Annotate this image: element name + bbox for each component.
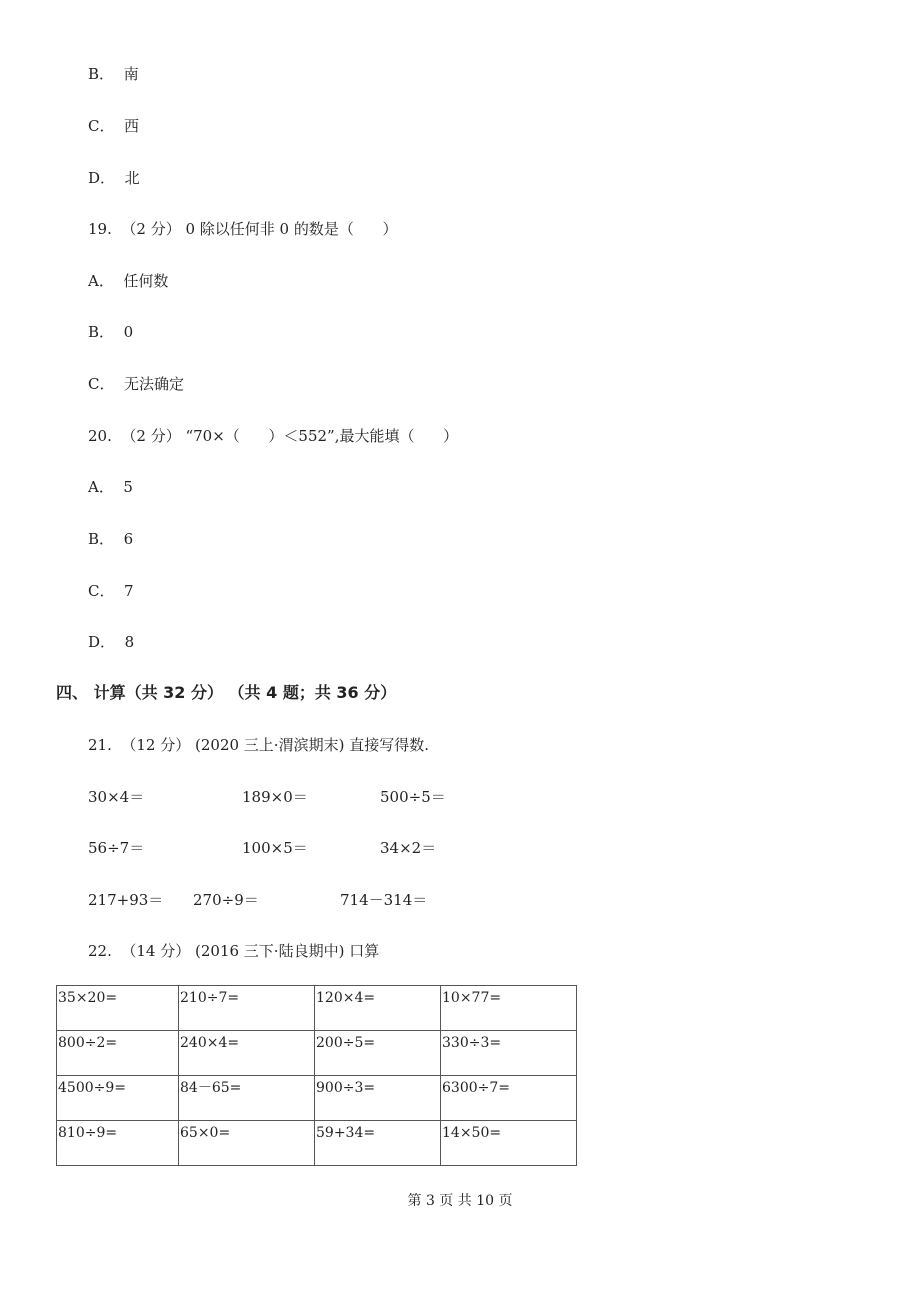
table-cell: 59+34= [315, 1121, 441, 1166]
q18-option-b: B． 南 [88, 65, 139, 83]
q18-option-d: D． 北 [88, 169, 140, 187]
q21-item: 217+93＝ [88, 891, 164, 909]
q20-option-c: C． 7 [88, 582, 134, 600]
q20-stem: 20. （2 分） “70×（ ）＜552”,最大能填（ ） [88, 427, 459, 445]
q21-item: 189×0＝ [242, 788, 308, 806]
q20-option-d: D． 8 [88, 633, 135, 651]
table-cell: 65×0= [179, 1121, 315, 1166]
table-row [57, 1076, 577, 1121]
q19-stem: 19. （2 分） 0 除以任何非 0 的数是（ ） [88, 220, 398, 238]
table-cell: 14×50= [441, 1121, 577, 1166]
table-row [57, 1031, 577, 1076]
table-row [57, 1121, 577, 1166]
q21-stem: 21. （12 分） (2020 三上·渭滨期末) 直接写得数. [88, 736, 429, 754]
q21-item: 270÷9＝ [193, 891, 259, 909]
q21-item: 714－314＝ [340, 891, 428, 909]
table-cell: 6300÷7= [441, 1076, 577, 1121]
q21-item: 34×2＝ [380, 839, 437, 857]
table-cell: 210÷7= [179, 986, 315, 1031]
q19-option-a: A． 任何数 [88, 272, 169, 290]
q20-option-a: A． 5 [88, 478, 133, 496]
oral-calculation-table [56, 985, 577, 1166]
q21-item: 500÷5＝ [380, 788, 446, 806]
q20-option-b: B． 6 [88, 530, 134, 548]
section-heading: 四、 计算（共 32 分） （共 4 题；共 36 分） [56, 683, 397, 702]
table-cell: 4500÷9= [57, 1076, 179, 1121]
page-footer: 第 3 页 共 10 页 [407, 1193, 513, 1209]
table-cell: 10×77= [441, 986, 577, 1031]
table-cell: 900÷3= [315, 1076, 441, 1121]
q21-item: 30×4＝ [88, 788, 145, 806]
table-cell: 84－65= [179, 1076, 315, 1121]
q21-item: 100×5＝ [242, 839, 308, 857]
table-cell: 35×20= [57, 986, 179, 1031]
table-cell: 330÷3= [441, 1031, 577, 1076]
q19-option-b: B． 0 [88, 323, 134, 341]
table-cell: 200÷5= [315, 1031, 441, 1076]
table-cell: 800÷2= [57, 1031, 179, 1076]
table-cell: 810÷9= [57, 1121, 179, 1166]
q18-option-c: C． 西 [88, 117, 140, 135]
q21-item: 56÷7＝ [88, 839, 145, 857]
table-cell: 120×4= [315, 986, 441, 1031]
q22-stem: 22. （14 分） (2016 三下·陆良期中) 口算 [88, 942, 380, 960]
q19-option-c: C． 无法确定 [88, 375, 185, 393]
table-cell: 240×4= [179, 1031, 315, 1076]
table-row [57, 986, 577, 1031]
